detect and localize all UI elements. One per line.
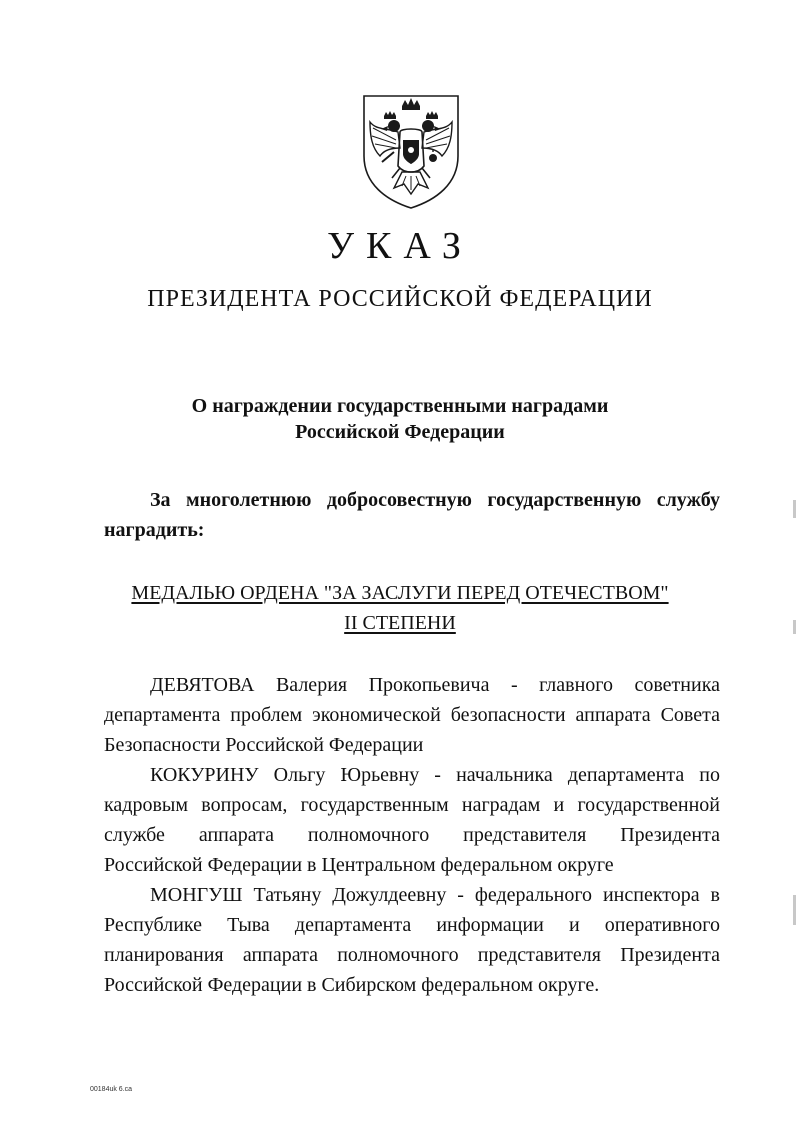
recipient-line: Российской Федерации в Сибирском федеральном округе. [104,974,600,996]
document-subtitle: ПРЕЗИДЕНТА РОССИЙСКОЙ ФЕДЕРАЦИИ [147,286,653,312]
award-line: II СТЕПЕНИ [344,612,456,634]
scan-mark [793,620,796,634]
intro-paragraph [104,485,720,545]
recipient-entry [104,760,720,880]
recipient-line: ДЕВЯТОВА Валерия Прокопьевича - главного советника [150,674,720,696]
award-title [0,578,800,638]
scan-mark [793,500,796,518]
recipients-list [104,670,720,1000]
recipient-line: КОКУРИНУ Ольгу Юрьевну - начальника департамента по [150,764,720,786]
recipient-line: планирования аппарата полномочного представителя Президента [104,944,720,966]
heading-line: Российской Федерации [295,421,505,443]
recipient-line: кадровым вопросам, государственным наградам и государственной [104,794,720,816]
footer-code: 00184uk 6.ca [90,1086,133,1093]
intro-line: наградить: [104,519,205,541]
recipient-line: МОНГУШ Татьяну Дожулдеевну - федерального инспектора в [150,884,720,906]
recipient-line: службе аппарата полномочного представителя Президента [104,824,720,846]
recipient-line: Российской Федерации в Центральном федеральном округе [104,854,614,876]
award-line: МЕДАЛЬЮ ОРДЕНА "ЗА ЗАСЛУГИ ПЕРЕД ОТЕЧЕСТВОМ" [131,582,669,604]
russian-double-headed-eagle-icon [358,92,464,210]
decree-heading [0,393,800,445]
recipient-line: Республике Тыва департамента информации и оперативного [104,914,720,936]
scan-mark [793,895,796,925]
recipient-line: Безопасности Российской Федерации [104,734,424,756]
recipient-entry [104,670,720,760]
intro-line: За многолетнюю добросовестную государственную службу [150,489,720,511]
heading-line: О награждении государственными наградами [191,395,609,417]
recipient-entry [104,880,720,1000]
state-emblem [358,92,464,210]
recipient-line: департамента проблем экономической безопасности аппарата Совета [104,704,720,726]
document-title: УКАЗ [327,225,473,267]
